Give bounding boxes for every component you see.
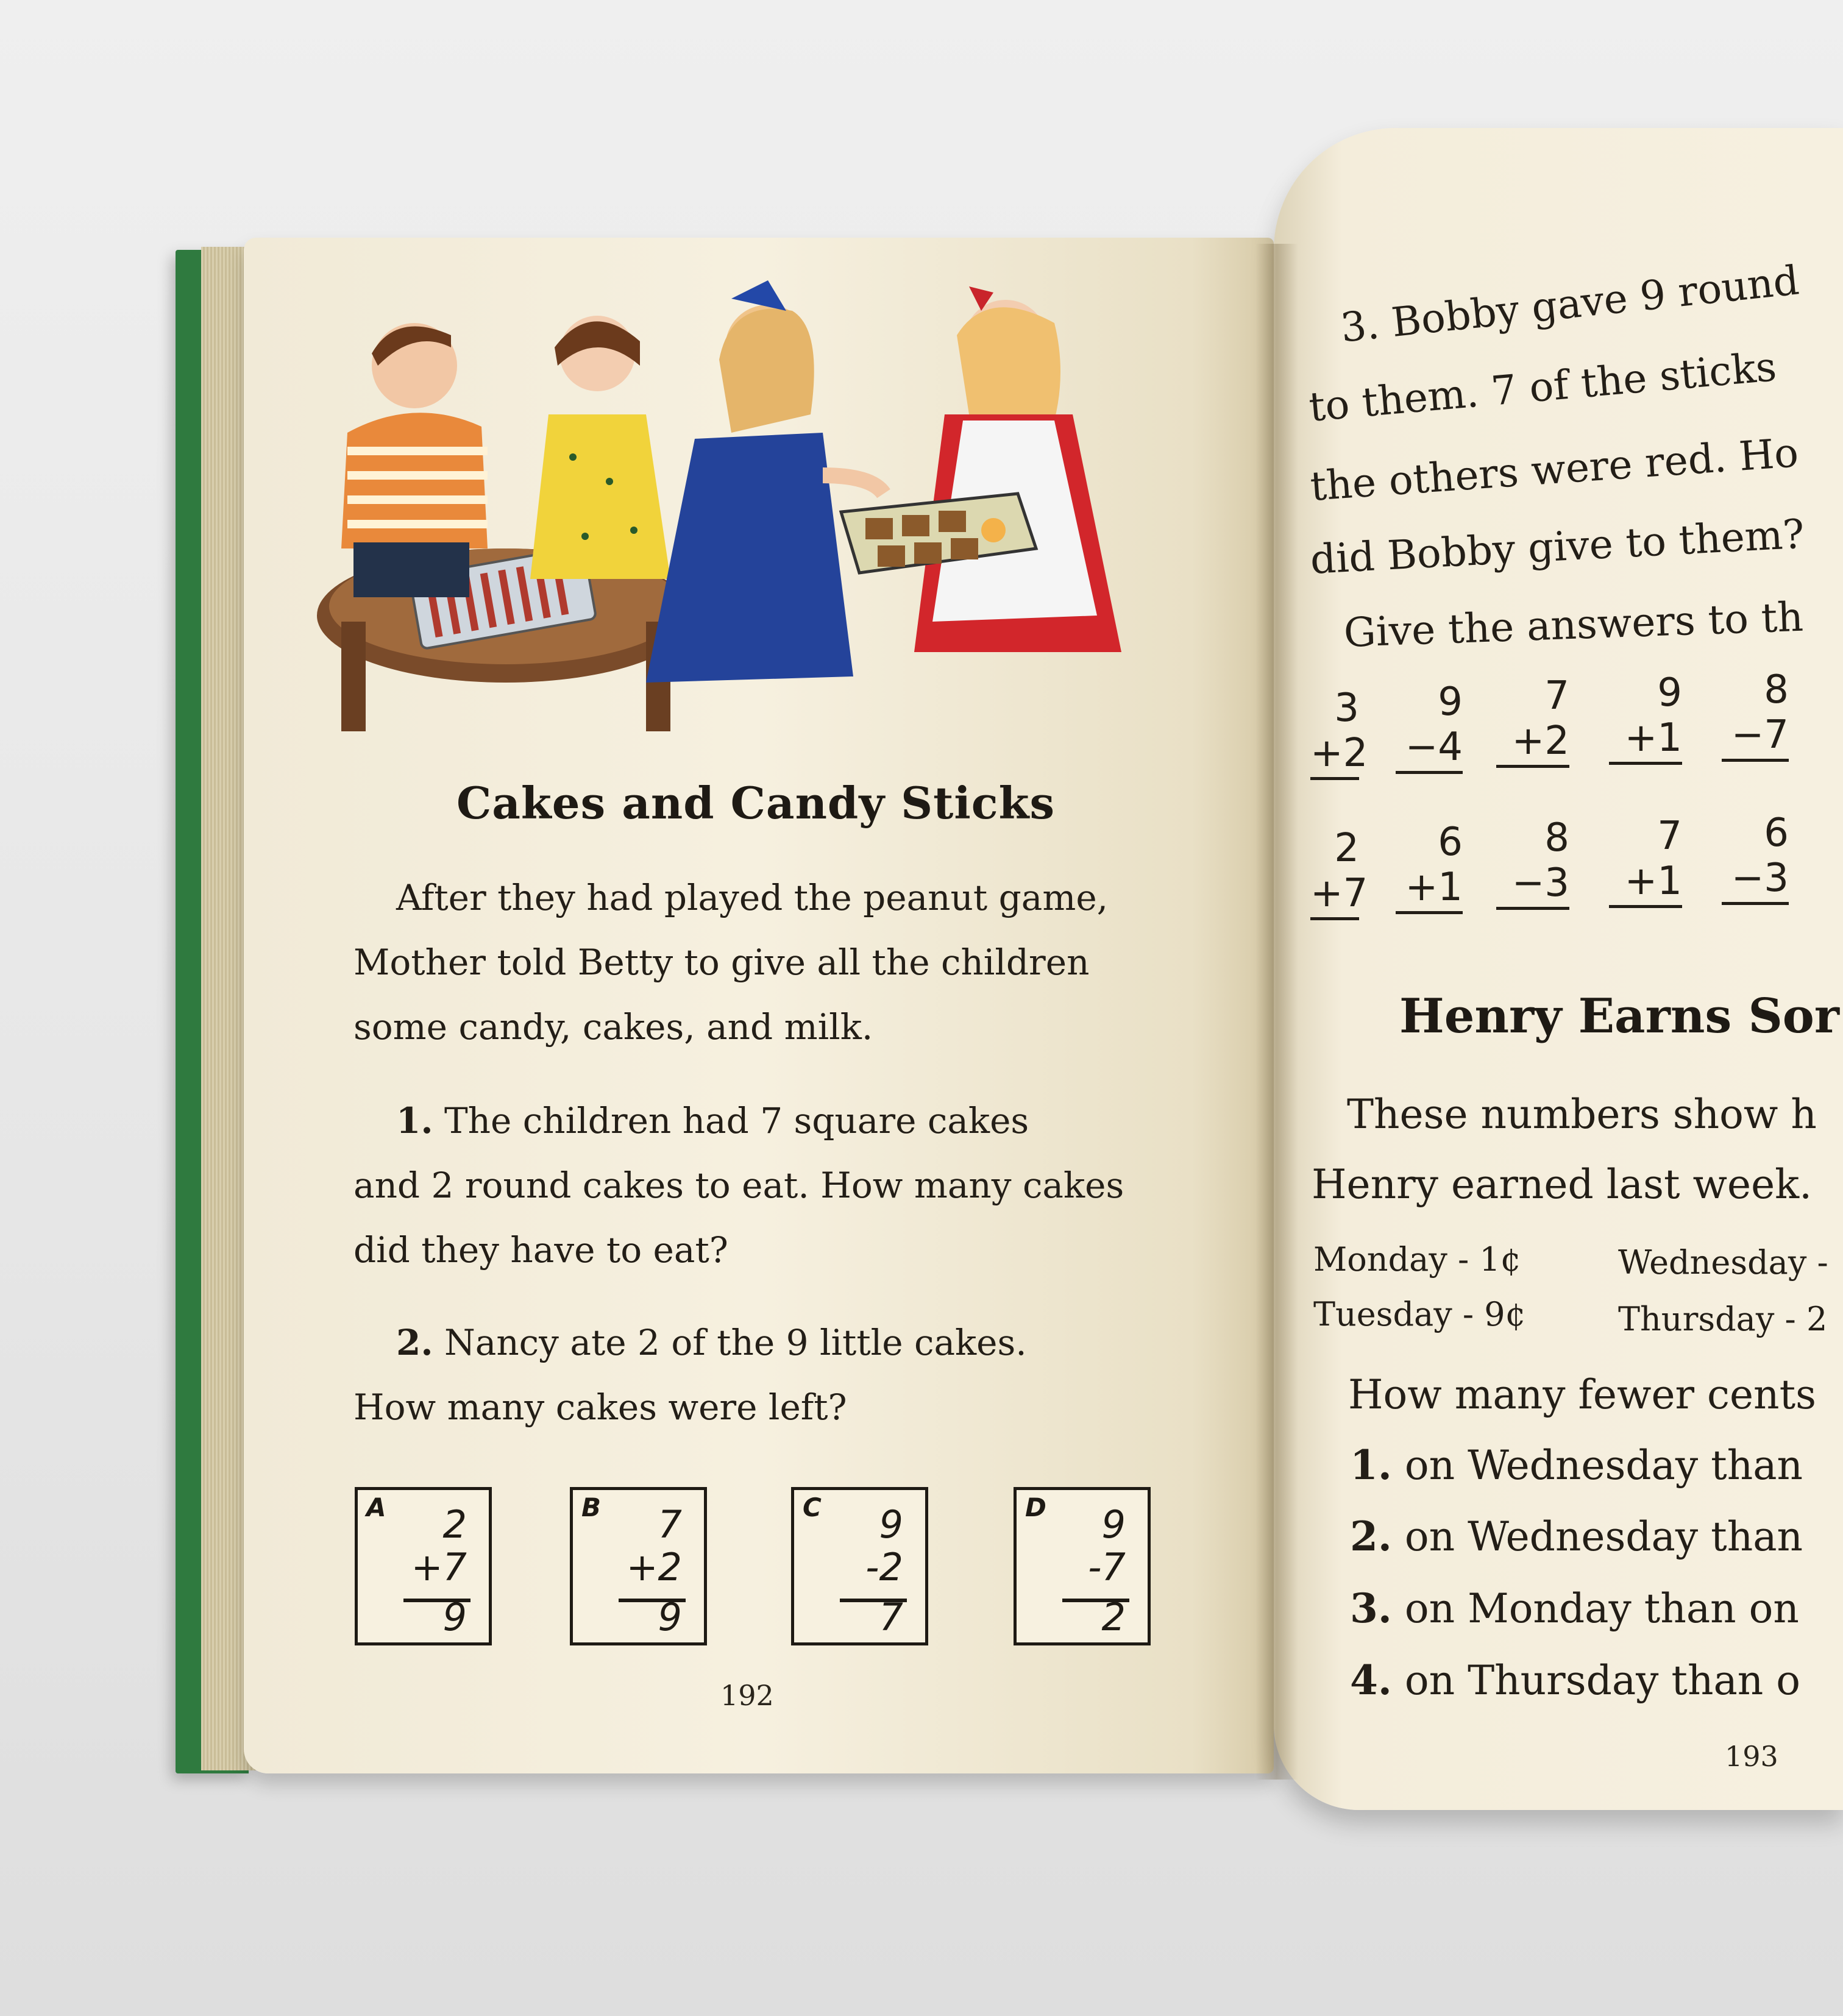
item-number: 1. [1350,1441,1392,1489]
arith-bottom: −4 [1405,725,1463,770]
arith-problem [1722,811,1789,905]
girl-blue-dress [646,280,884,683]
item-number: 3. [1350,1585,1392,1632]
answer-box-b [570,1487,707,1645]
question-line: and 2 round cakes to eat. How many cakes [353,1165,1124,1206]
instruction-text: Give the answers to th [1343,593,1805,656]
arith-bottom: −7 [1731,712,1789,758]
answer-box-c [791,1487,928,1645]
arith-bottom: +1 [1624,715,1682,761]
arith-top: 8 [1544,815,1569,861]
intro-paragraph [353,865,1207,1059]
girl-with-tray [841,286,1121,652]
box-top-number: 9 [879,1502,903,1547]
box-label: D [1025,1492,1046,1522]
box-label: C [803,1492,822,1522]
q3-line: 3. Bobby gave 9 round [1338,257,1802,352]
arith-problem [1609,670,1682,765]
box-answer: 2 [1101,1595,1126,1639]
arith-problem [1310,826,1368,920]
box-top-number: 7 [658,1502,682,1547]
box-label: B [581,1492,602,1522]
question-2 [353,1310,1207,1439]
list-item [1350,1656,1800,1704]
section-title: Henry Earns Sor [1399,988,1839,1044]
item-text: on Thursday than o [1404,1657,1801,1704]
item-number: 4. [1350,1656,1392,1704]
arith-problem [1496,673,1569,768]
arith-top: 8 [1764,667,1789,712]
arith-bottom: +1 [1405,865,1463,910]
item-number: 2. [1350,1513,1392,1560]
question-number: 1. [396,1100,433,1141]
arith-bottom: +2 [1511,719,1569,764]
earning-monday: Monday - 1¢ [1313,1240,1522,1279]
arith-bottom: +7 [1310,871,1368,916]
earning-thursday: Thursday - 2 [1618,1300,1828,1338]
box-answer: 7 [879,1595,903,1639]
q3-line: to them. 7 of the sticks [1307,343,1778,431]
arith-top: 7 [1544,673,1569,719]
arith-problem [1396,680,1463,774]
list-item [1350,1513,1803,1560]
box-answer: 9 [442,1595,467,1639]
boy-figure [341,323,488,597]
arith-top: 6 [1438,820,1463,865]
list-item [1350,1585,1799,1632]
arith-bottom: +1 [1624,859,1682,904]
question-line: How many cakes were left? [353,1386,847,1428]
question-text: How many fewer cents [1348,1371,1816,1418]
earning-wednesday: Wednesday - [1618,1243,1828,1282]
arith-top: 9 [1657,670,1682,715]
item-text: on Wednesday than [1404,1513,1803,1560]
answer-box-d [1014,1487,1151,1645]
children-illustration [305,274,1207,737]
page-number-right: 193 [1725,1740,1778,1773]
intro-line: Mother told Betty to give all the children [353,942,1090,983]
intro-line: some candy, cakes, and milk. [353,1006,873,1048]
arith-bottom: −3 [1731,856,1789,901]
box-bottom-number: -7 [1088,1545,1126,1589]
box-bottom-number: -2 [865,1545,903,1589]
page-title: Cakes and Candy Sticks [456,777,1056,829]
question-1 [353,1088,1207,1282]
page-number-left: 192 [720,1679,774,1712]
arith-top: 7 [1657,814,1682,859]
box-label: A [366,1492,386,1522]
arith-problem [1496,815,1569,910]
arith-top: 9 [1438,680,1463,725]
q3-line: the others were red. Ho [1309,429,1800,510]
box-bottom-number: +7 [411,1545,467,1589]
section-intro-line: These numbers show h [1347,1091,1817,1138]
arith-problem [1310,686,1368,780]
item-text: on Monday than on [1404,1585,1799,1632]
book-gutter-shadow [1255,244,1298,1780]
arith-bottom: −3 [1511,861,1569,906]
question-line: The children had 7 square cakes [444,1100,1029,1141]
box-top-number: 2 [442,1502,467,1547]
girl-yellow-dress [530,316,670,579]
arith-problem [1396,820,1463,914]
answer-box-a [355,1487,492,1645]
question-number: 2. [396,1322,433,1363]
intro-line: After they had played the peanut game, [396,877,1109,918]
arith-problem [1722,667,1789,762]
question-line: did they have to eat? [353,1229,728,1271]
question-line: Nancy ate 2 of the 9 little cakes. [444,1322,1027,1363]
q3-line: did Bobby give to them? [1309,510,1806,583]
box-answer: 9 [658,1595,682,1639]
arith-top: 2 [1334,826,1359,871]
section-intro-line: Henry earned last week. [1312,1161,1813,1208]
arith-bottom: +2 [1310,731,1368,776]
arith-top: 6 [1764,811,1789,856]
item-text: on Wednesday than [1404,1442,1803,1489]
list-item [1350,1441,1803,1489]
arith-top: 3 [1334,686,1359,731]
arith-problem [1609,814,1682,908]
box-top-number: 9 [1101,1502,1126,1547]
box-bottom-number: +2 [626,1545,682,1589]
earning-tuesday: Tuesday - 9¢ [1313,1295,1527,1333]
